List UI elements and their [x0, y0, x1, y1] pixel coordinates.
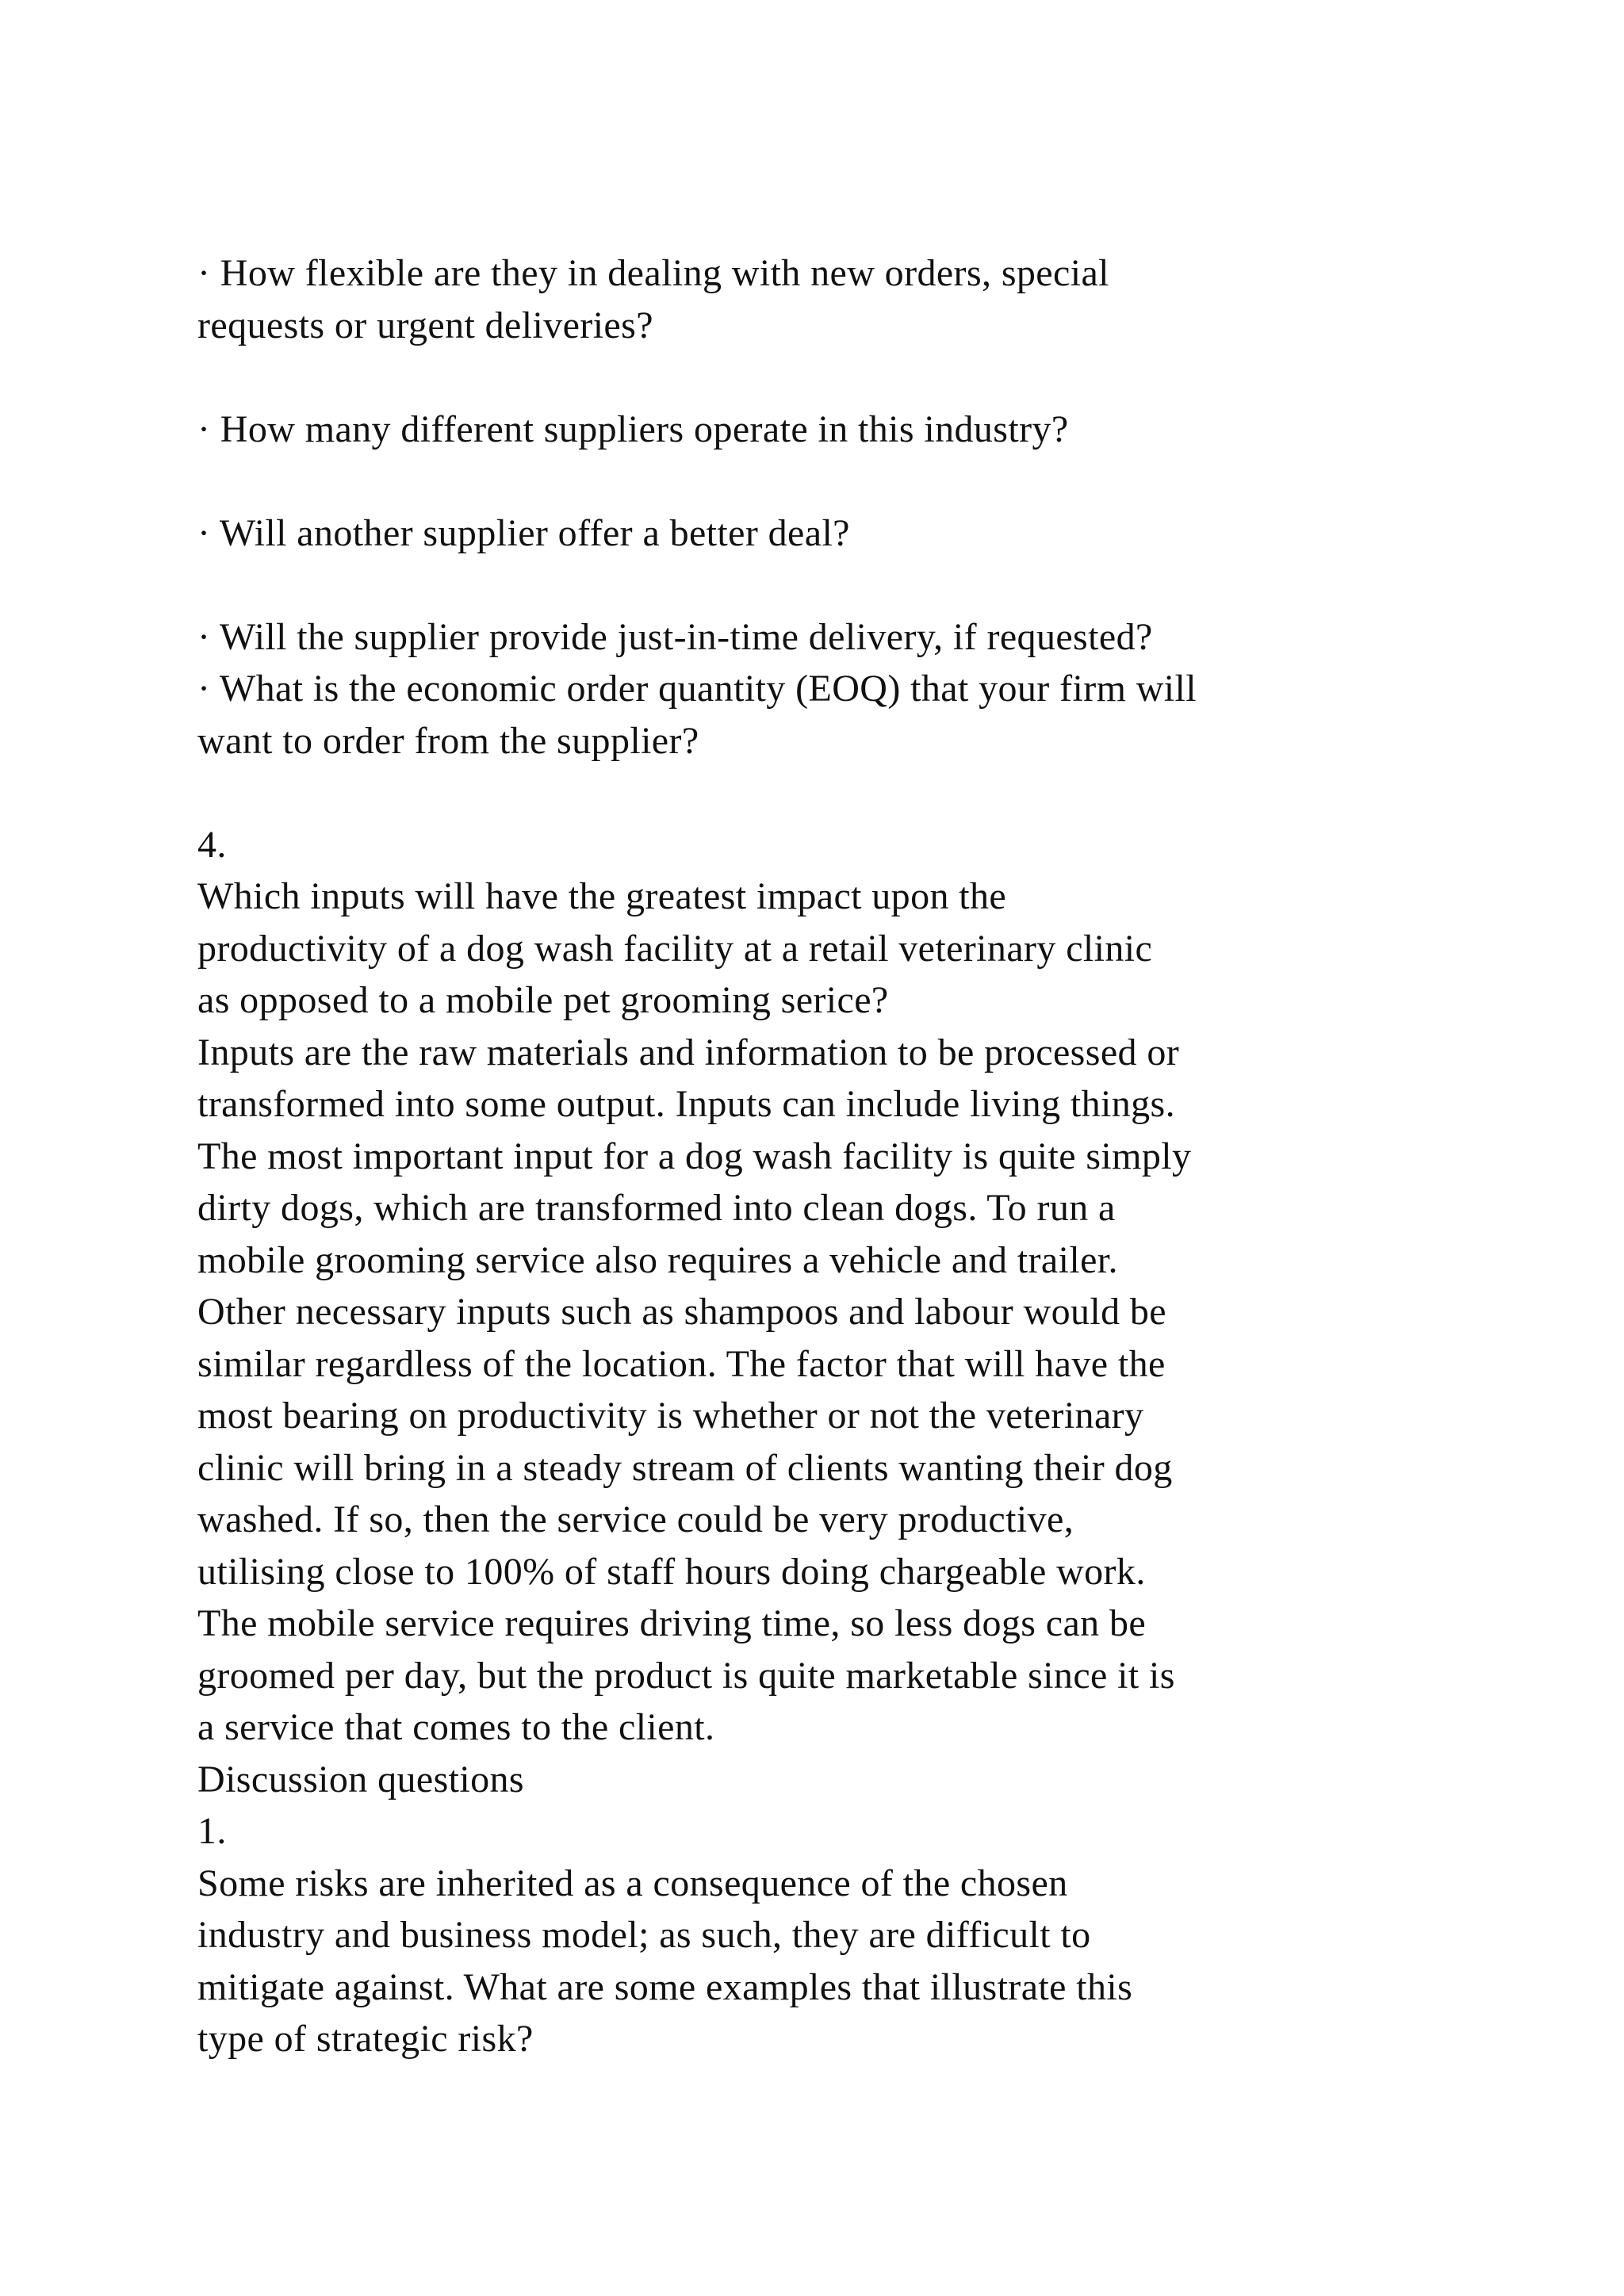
discussion-question-1-line: Some risks are inherited as a consequence of the chosen [197, 1862, 1068, 1904]
discussion-question-1-number: 1. [197, 1810, 227, 1852]
answer-4-line: similar regardless of the location. The factor that will have the [197, 1342, 1166, 1385]
answer-4-line: clinic will bring in a steady stream of clients wanting their dog [197, 1446, 1173, 1489]
question-4-line: as opposed to a mobile pet grooming serice? [197, 979, 889, 1021]
supplier-question-better-deal: · Will another supplier offer a better deal? [197, 511, 850, 554]
paragraph-gap [197, 351, 1593, 404]
answer-4-line: mobile grooming service also requires a vehicle and trailer. [197, 1238, 1118, 1281]
question-4-line: productivity of a dog wash facility at a retail veterinary clinic [197, 927, 1153, 970]
answer-4-line: most bearing on productivity is whether or not the veterinary [197, 1395, 1144, 1437]
discussion-question-1-line: type of strategic risk? [197, 2018, 534, 2060]
question-4-number: 4. [197, 823, 227, 866]
paragraph-gap [197, 559, 1593, 611]
answer-4-line: transformed into some output. Inputs can include living things. [197, 1083, 1176, 1125]
paragraph-gap [197, 455, 1593, 507]
discussion-heading: Discussion questions [197, 1758, 525, 1800]
question-4-line: Which inputs will have the greatest impact upon the [197, 875, 1007, 917]
answer-4-line: washed. If so, then the service could be very productive, [197, 1498, 1074, 1540]
supplier-question-flexible-line-2: requests or urgent deliveries? [197, 304, 653, 346]
answer-4-line: a service that comes to the client. [197, 1706, 715, 1748]
discussion-question-1-line: industry and business model; as such, they are difficult to [197, 1914, 1091, 1956]
paragraph-gap [197, 767, 1593, 819]
discussion-question-1-line: mitigate against. What are some examples that illustrate this [197, 1965, 1133, 2008]
supplier-question-eoq-line-1: · What is the economic order quantity (EOQ) that your firm will [197, 668, 1197, 710]
answer-4-line: utilising close to 100% of staff hours doing chargeable work. [197, 1550, 1146, 1593]
answer-4-line: Other necessary inputs such as shampoos and labour would be [197, 1291, 1167, 1333]
answer-4-line: groomed per day, but the product is quite marketable since it is [197, 1654, 1175, 1697]
supplier-question-flexible-line-1: · How flexible are they in dealing with new orders, special [197, 252, 1109, 294]
answer-4-line: The most important input for a dog wash facility is quite simply [197, 1135, 1192, 1177]
document-text [197, 247, 1593, 2065]
answer-4-line: Inputs are the raw materials and information to be processed or [197, 1031, 1180, 1073]
supplier-question-jit: · Will the supplier provide just-in-time delivery, if requested? [197, 615, 1153, 658]
supplier-question-how-many: · How many different suppliers operate in this industry? [197, 408, 1069, 450]
supplier-question-eoq-line-2: want to order from the supplier? [197, 719, 699, 762]
answer-4-line: The mobile service requires driving time, so less dogs can be [197, 1602, 1147, 1644]
answer-4-line: dirty dogs, which are transformed into clean dogs. To run a [197, 1187, 1116, 1229]
